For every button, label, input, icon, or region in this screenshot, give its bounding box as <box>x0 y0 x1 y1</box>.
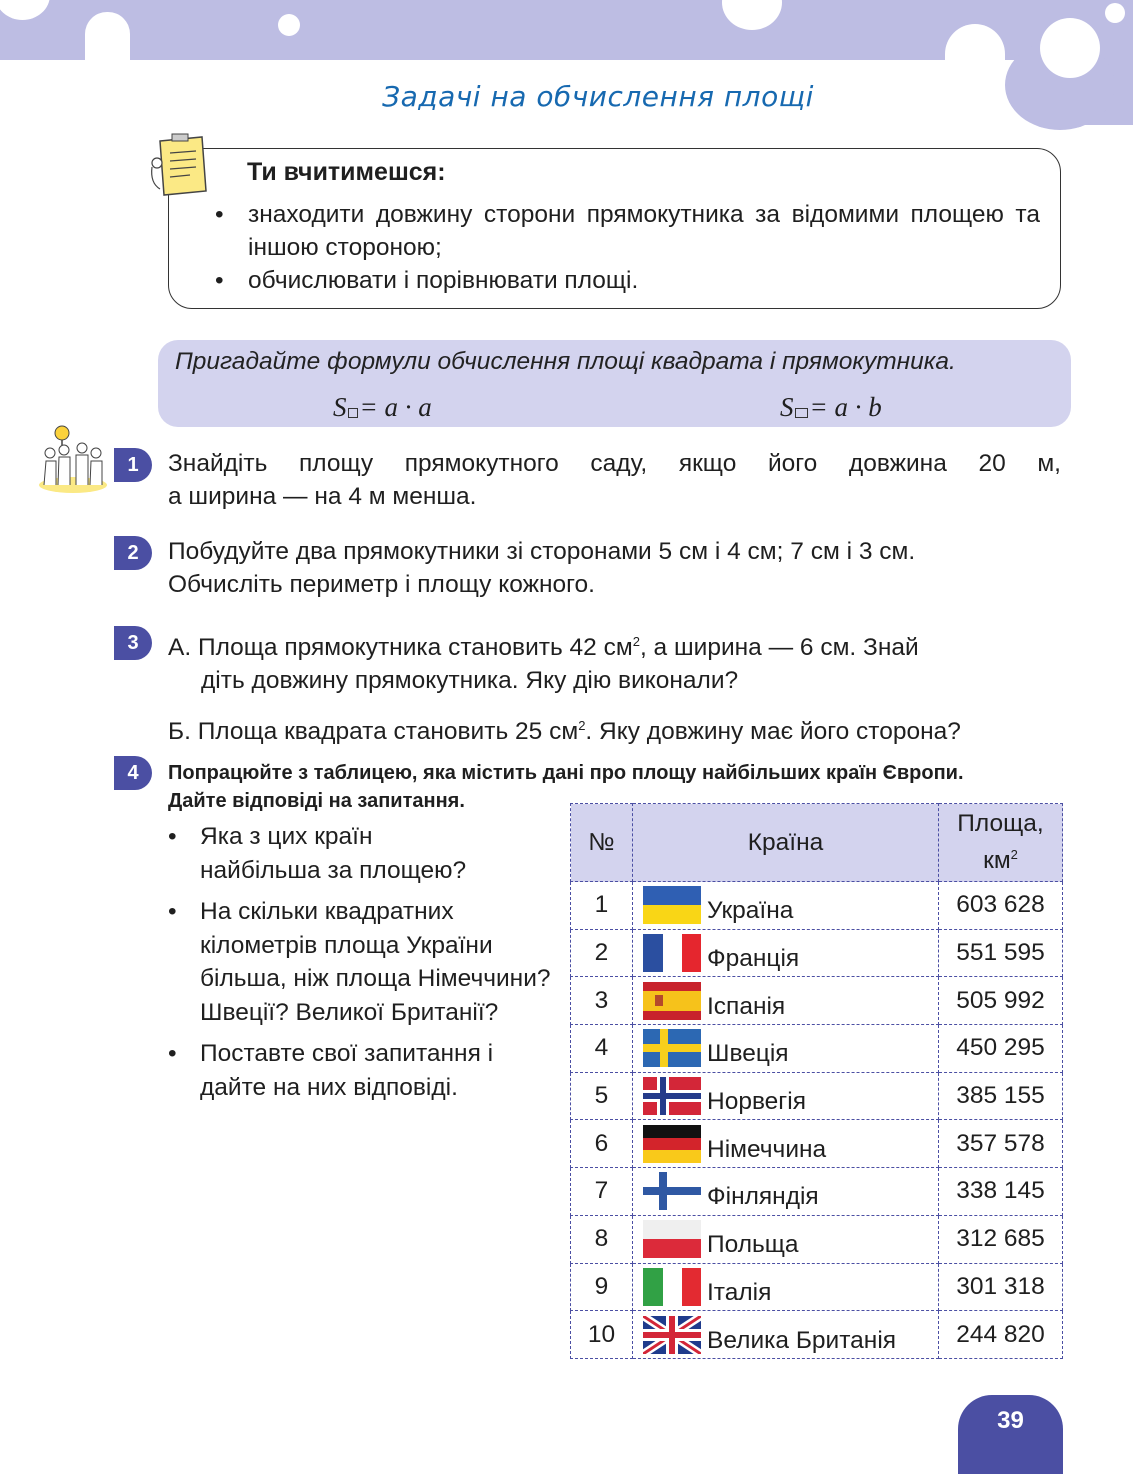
table-row <box>571 882 1063 930</box>
country-name: Іспанія <box>707 992 786 1020</box>
row-number: 10 <box>571 1311 633 1359</box>
question-item: • На скільки квадратних кілометрів площа України більша, ніж площа Німеччини? Швеції? Великої Британії? <box>168 895 553 1029</box>
notepad-icon <box>148 133 210 199</box>
row-number: 5 <box>571 1072 633 1120</box>
bubble-decoration <box>278 14 300 36</box>
area-value: 338 145 <box>939 1168 1063 1216</box>
formula-square: S = a · a <box>333 392 432 422</box>
square-symbol-icon <box>348 408 358 418</box>
learning-goal-item: • знаходити довжину сторони прямокутника за відомими площею та іншою стороною; <box>215 198 1040 264</box>
spain-flag-icon <box>643 982 701 1020</box>
finland-flag-icon <box>643 1172 701 1210</box>
table-row <box>571 1168 1063 1216</box>
table-row <box>571 1311 1063 1359</box>
row-number: 7 <box>571 1168 633 1216</box>
area-value: 450 295 <box>939 1025 1063 1073</box>
germany-flag-icon <box>643 1125 701 1163</box>
row-number: 8 <box>571 1215 633 1263</box>
italy-flag-icon <box>643 1268 701 1306</box>
france-flag-icon <box>643 934 701 972</box>
task-2-text: Побудуйте два прямокутники зі сторонами 5 см і 4 см; 7 см і 3 см. Обчисліть периметр і площу кожного. <box>168 538 916 598</box>
country-cell <box>633 1025 939 1073</box>
page-title: Задачі на обчислення площі <box>382 80 814 113</box>
area-value: 505 992 <box>939 977 1063 1025</box>
area-value: 312 685 <box>939 1215 1063 1263</box>
country-cell <box>633 1072 939 1120</box>
task-1-text: Знайдіть площу прямокутного саду, якщо його довжина 20 м, а ширина — на 4 м менша. <box>168 450 1061 510</box>
task-4-questions <box>168 820 553 1112</box>
row-number: 1 <box>571 882 633 930</box>
learning-goal-item: • обчислювати і порівнювати площі. <box>215 264 1040 297</box>
country-cell <box>633 977 939 1025</box>
country-name: Норвегія <box>707 1088 806 1116</box>
task-3a: А. Площа прямокутника становить 42 $см^2$, а ширина — 6 см. Знай <box>168 634 919 662</box>
country-name: Польща <box>707 1231 799 1259</box>
table-row <box>571 1263 1063 1311</box>
table-row <box>571 1072 1063 1120</box>
country-cell <box>633 1120 939 1168</box>
sweden-flag-icon <box>643 1029 701 1067</box>
formula-rectangle: S = a · b <box>780 392 882 422</box>
bubble-decoration <box>1105 3 1125 23</box>
area-value: 244 820 <box>939 1311 1063 1359</box>
task-3-text: А. Площа прямокутника становить 42 $см^2$, а ширина — 6 см. Знай діть довжину прямокутника. Яку дію виконали? Б. Площа квадрата становить 25 $см^2$. Яку довжину має його сторона? <box>168 625 1063 748</box>
country-name: Швеція <box>707 1040 789 1068</box>
country-cell <box>633 1311 939 1359</box>
question-item: • Поставте свої запитання і дайте на них відповіді. <box>168 1037 538 1104</box>
area-value: 603 628 <box>939 882 1063 930</box>
page-number: 39 <box>958 1395 1063 1474</box>
poland-flag-icon <box>643 1220 701 1258</box>
learning-goals-list <box>215 198 1040 297</box>
row-number: 9 <box>571 1263 633 1311</box>
bubble-decoration <box>1040 18 1100 78</box>
header-country: Країна <box>633 804 939 882</box>
country-cell <box>633 882 939 930</box>
question-item: • Яка з цих країн найбільша за площею? <box>168 820 498 887</box>
row-number: 4 <box>571 1025 633 1073</box>
country-name: Франція <box>707 945 800 973</box>
group-work-icon <box>36 423 110 495</box>
country-cell <box>633 1168 939 1216</box>
area-value: 301 318 <box>939 1263 1063 1311</box>
table-row <box>571 1025 1063 1073</box>
country-name: Україна <box>707 897 794 925</box>
table-row <box>571 977 1063 1025</box>
table-row <box>571 1120 1063 1168</box>
learning-goals-heading: Ти вчитимешся: <box>247 158 446 186</box>
country-cell <box>633 1215 939 1263</box>
task-number-badge: 4 <box>114 756 152 790</box>
area-value: 551 595 <box>939 929 1063 977</box>
country-cell <box>633 929 939 977</box>
task-number-badge: 1 <box>114 448 152 482</box>
task-3b: Б. Площа квадрата становить 25 $см^2$. Яку довжину має його сторона? <box>168 718 961 746</box>
table-row <box>571 929 1063 977</box>
country-name: Велика Британія <box>707 1326 897 1354</box>
country-name: Італія <box>707 1278 772 1306</box>
row-number: 6 <box>571 1120 633 1168</box>
country-name: Фінляндія <box>707 1183 819 1211</box>
norway-flag-icon <box>643 1077 701 1115</box>
task-number-badge: 2 <box>114 536 152 570</box>
task-number-badge: 3 <box>114 626 152 660</box>
uk-flag-icon <box>643 1316 701 1354</box>
rectangle-symbol-icon <box>795 408 808 418</box>
header-area: Площа, $км^2$ <box>939 804 1063 882</box>
bubble-decoration <box>85 12 130 72</box>
task-4-intro: Попрацюйте з таблицею, яка містить дані про площу найбільших країн Європи. Дайте відповіді на запитання. <box>168 762 964 812</box>
recall-text: Пригадайте формули обчислення площі квадрата і прямокутника. <box>175 348 956 375</box>
ukraine-flag-icon <box>643 886 701 924</box>
table-header-row <box>571 804 1063 882</box>
area-value: 385 155 <box>939 1072 1063 1120</box>
countries-area-table <box>570 803 1063 1359</box>
row-number: 3 <box>571 977 633 1025</box>
table-row <box>571 1215 1063 1263</box>
area-value: 357 578 <box>939 1120 1063 1168</box>
header-number: № <box>571 804 633 882</box>
row-number: 2 <box>571 929 633 977</box>
country-cell <box>633 1263 939 1311</box>
country-name: Німеччина <box>707 1135 827 1163</box>
